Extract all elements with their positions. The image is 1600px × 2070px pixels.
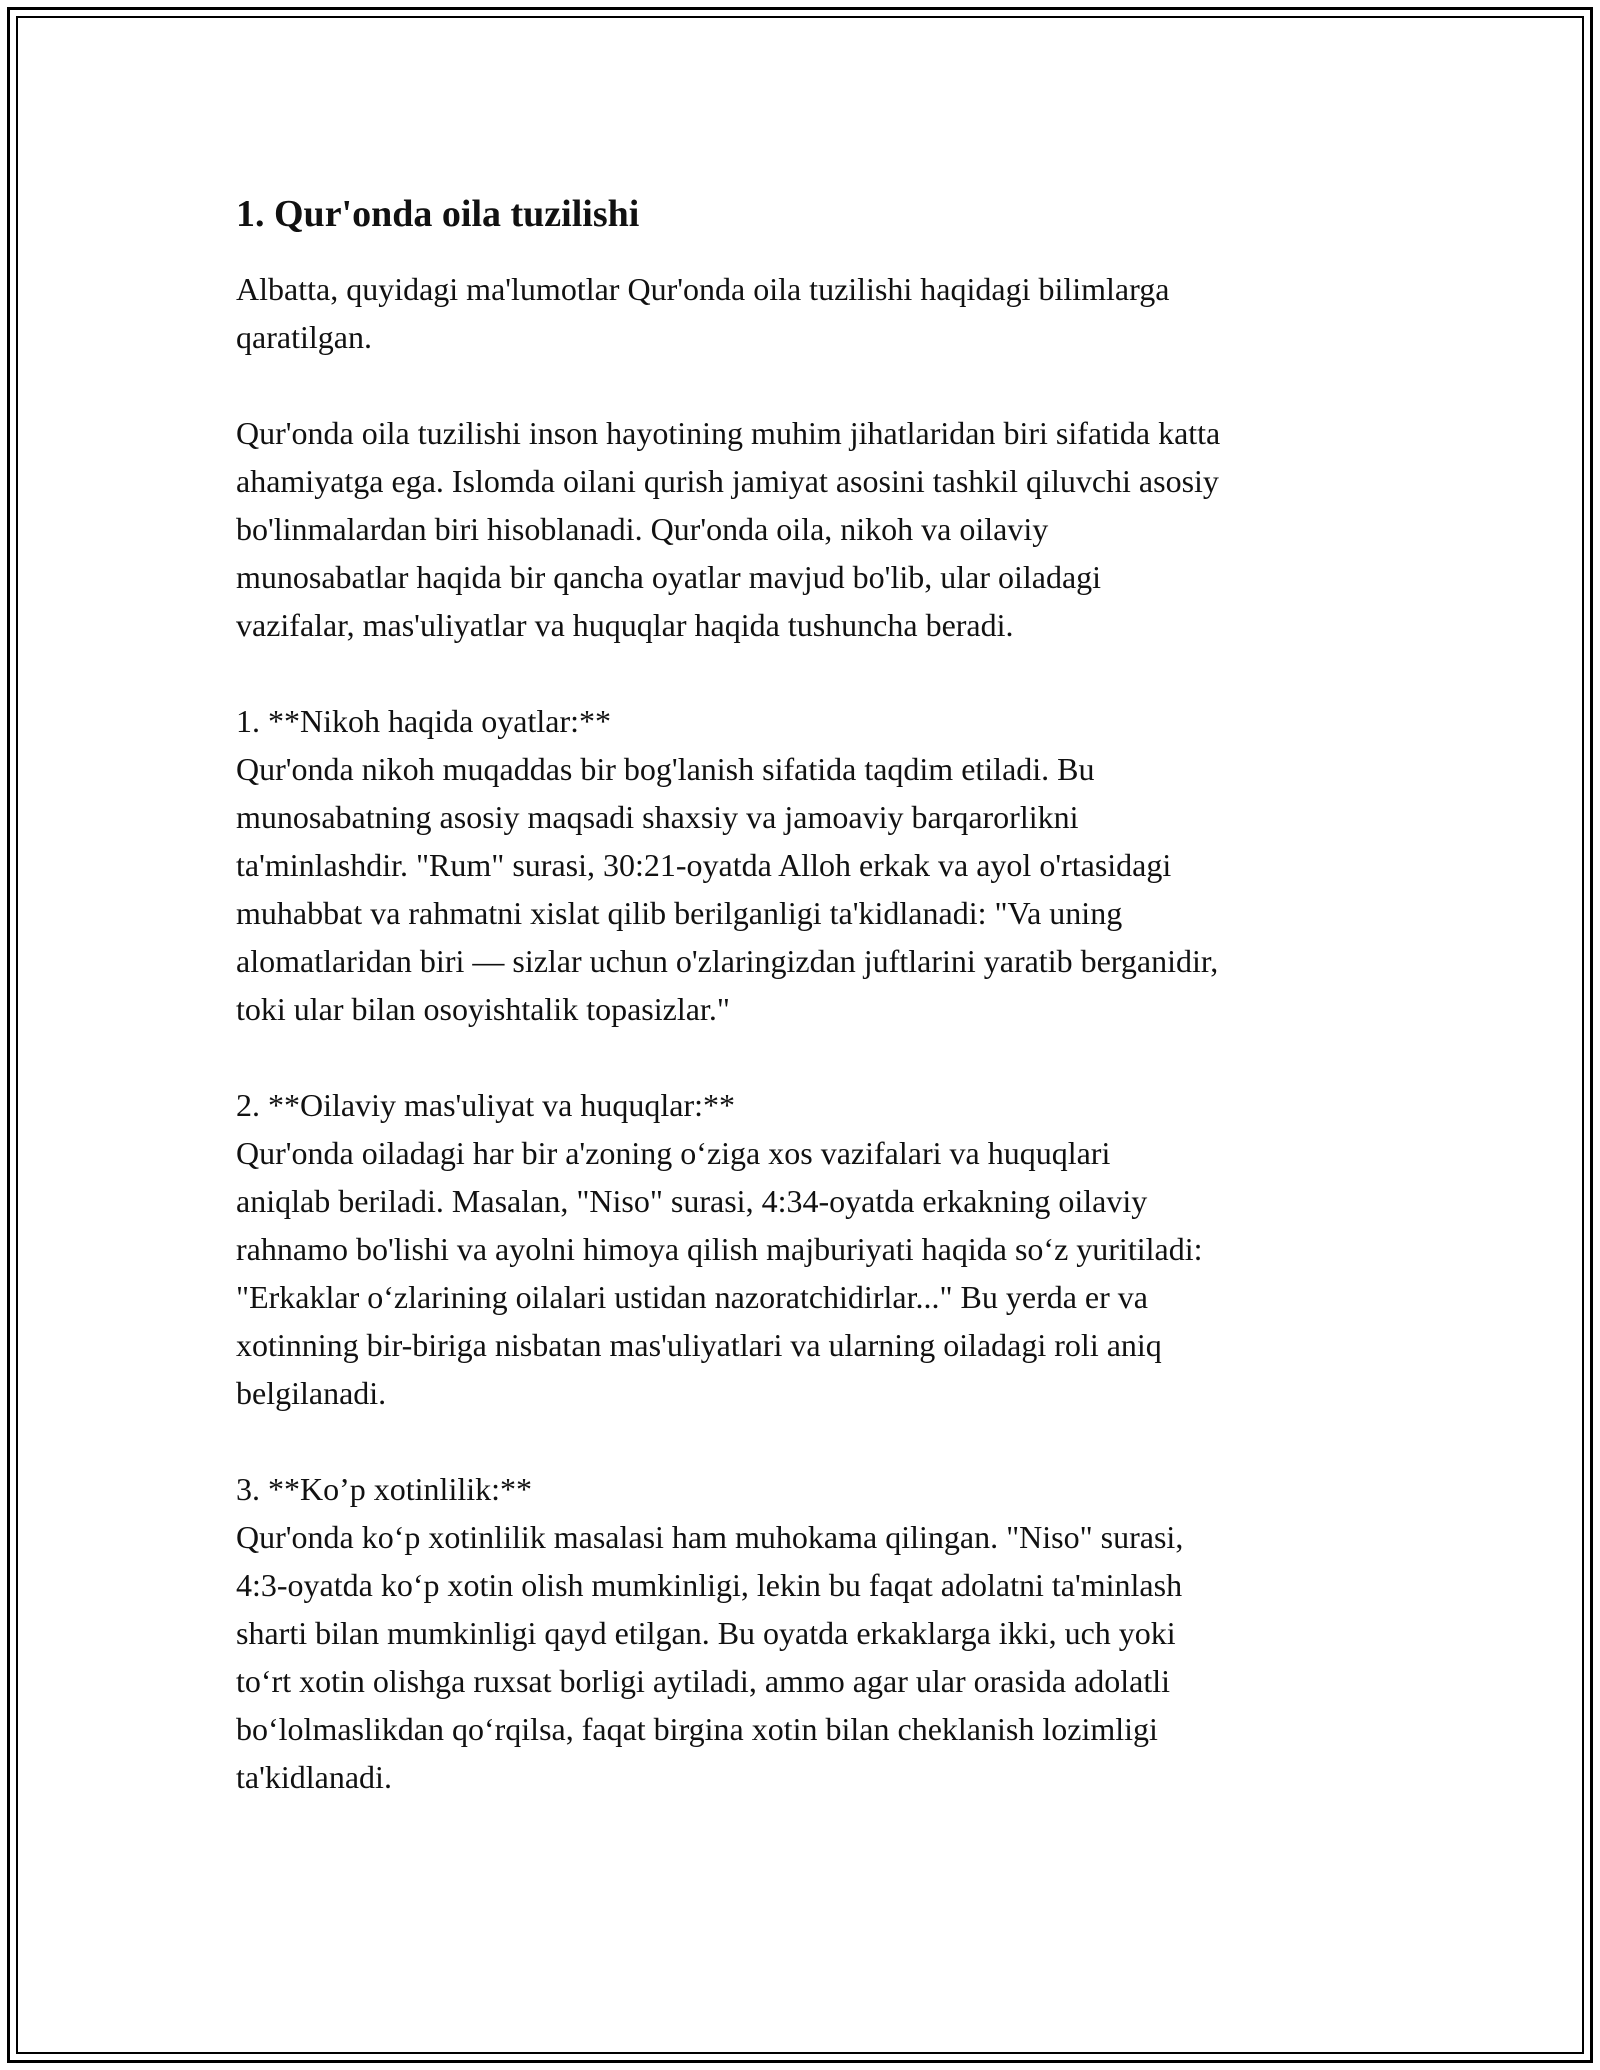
section-body: Qur'onda nikoh muqaddas bir bog'lanish sifatida taqdim etiladi. Bu munosabatning asosiy maqsadi shaxsiy va jamoaviy barqarorlikni ta'minlashdir. "Rum" surasi, 30:21-oyatda Alloh erkak va ayol o'rtasidagi muhabbat va rahmatni xislat qilib berilganligi ta'kidlanadi: "Va uning alomatlaridan biri — sizlar uchun o'zlaringizdan juftlarini yaratib berganidir, toki ular bilan osoyishtalik topasizlar."	[236, 751, 1219, 1027]
intro-paragraph: Albatta, quyidagi ma'lumotlar Qur'onda oila tuzilishi haqidagi bilimlarga qaratilgan.	[236, 271, 1170, 355]
section-heading: 3. **Ko’p xotinlilik:**	[236, 1471, 532, 1507]
section-item-nikoh	[236, 697, 1376, 1033]
section-heading: 2. **Oilaviy mas'uliyat va huquqlar:**	[236, 1087, 736, 1123]
overview-paragraph: Qur'onda oila tuzilishi inson hayotining muhim jihatlaridan biri sifatida katta ahamiyatga ega. Islomda oilani qurish jamiyat asosini tashkil qiluvchi asosiy bo'linmalardan biri hisoblanadi. Qur'onda oila, nikoh va oilaviy munosabatlar haqida bir qancha oyatlar mavjud bo'lib, ular oiladagi vazifalar, mas'uliyatlar va huquqlar haqida tushuncha beradi.	[236, 415, 1221, 643]
document-title: 1. Qur'onda oila tuzilishi	[236, 193, 640, 235]
section-heading: 1. **Nikoh haqida oyatlar:**	[236, 703, 612, 739]
section-body: Qur'onda ko‘p xotinlilik masalasi ham muhokama qilingan. "Niso" surasi, 4:3-oyatda ko‘p xotin olish mumkinligi, lekin bu faqat adolatni ta'minlash sharti bilan mumkinligi qayd etilgan. Bu oyatda erkaklarga ikki, uch yoki to‘rt xotin olishga ruxsat borligi aytiladi, ammo agar ular orasida adolatli bo‘lolmaslikdan qo‘rqilsa, faqat birgina xotin bilan cheklanish lozimligi ta'kidlanadi.	[236, 1519, 1184, 1795]
document-page	[236, 185, 1376, 1849]
section-item-oilaviy	[236, 1081, 1376, 1417]
section-item-kop-xotinlilik	[236, 1465, 1376, 1801]
section-body: Qur'onda oiladagi har bir a'zoning o‘ziga xos vazifalari va huquqlari aniqlab beriladi. Masalan, "Niso" surasi, 4:34-oyatda erkakning oilaviy rahnamo bo'lishi va ayolni himoya qilish majburiyati haqida so‘z yuritiladi: "Erkaklar o‘zlarining oilalari ustidan nazoratchidirlar..." Bu yerda er va xotinning bir-biriga nisbatan mas'uliyatlari va ularning oiladagi roli aniq belgilanadi.	[236, 1135, 1203, 1411]
